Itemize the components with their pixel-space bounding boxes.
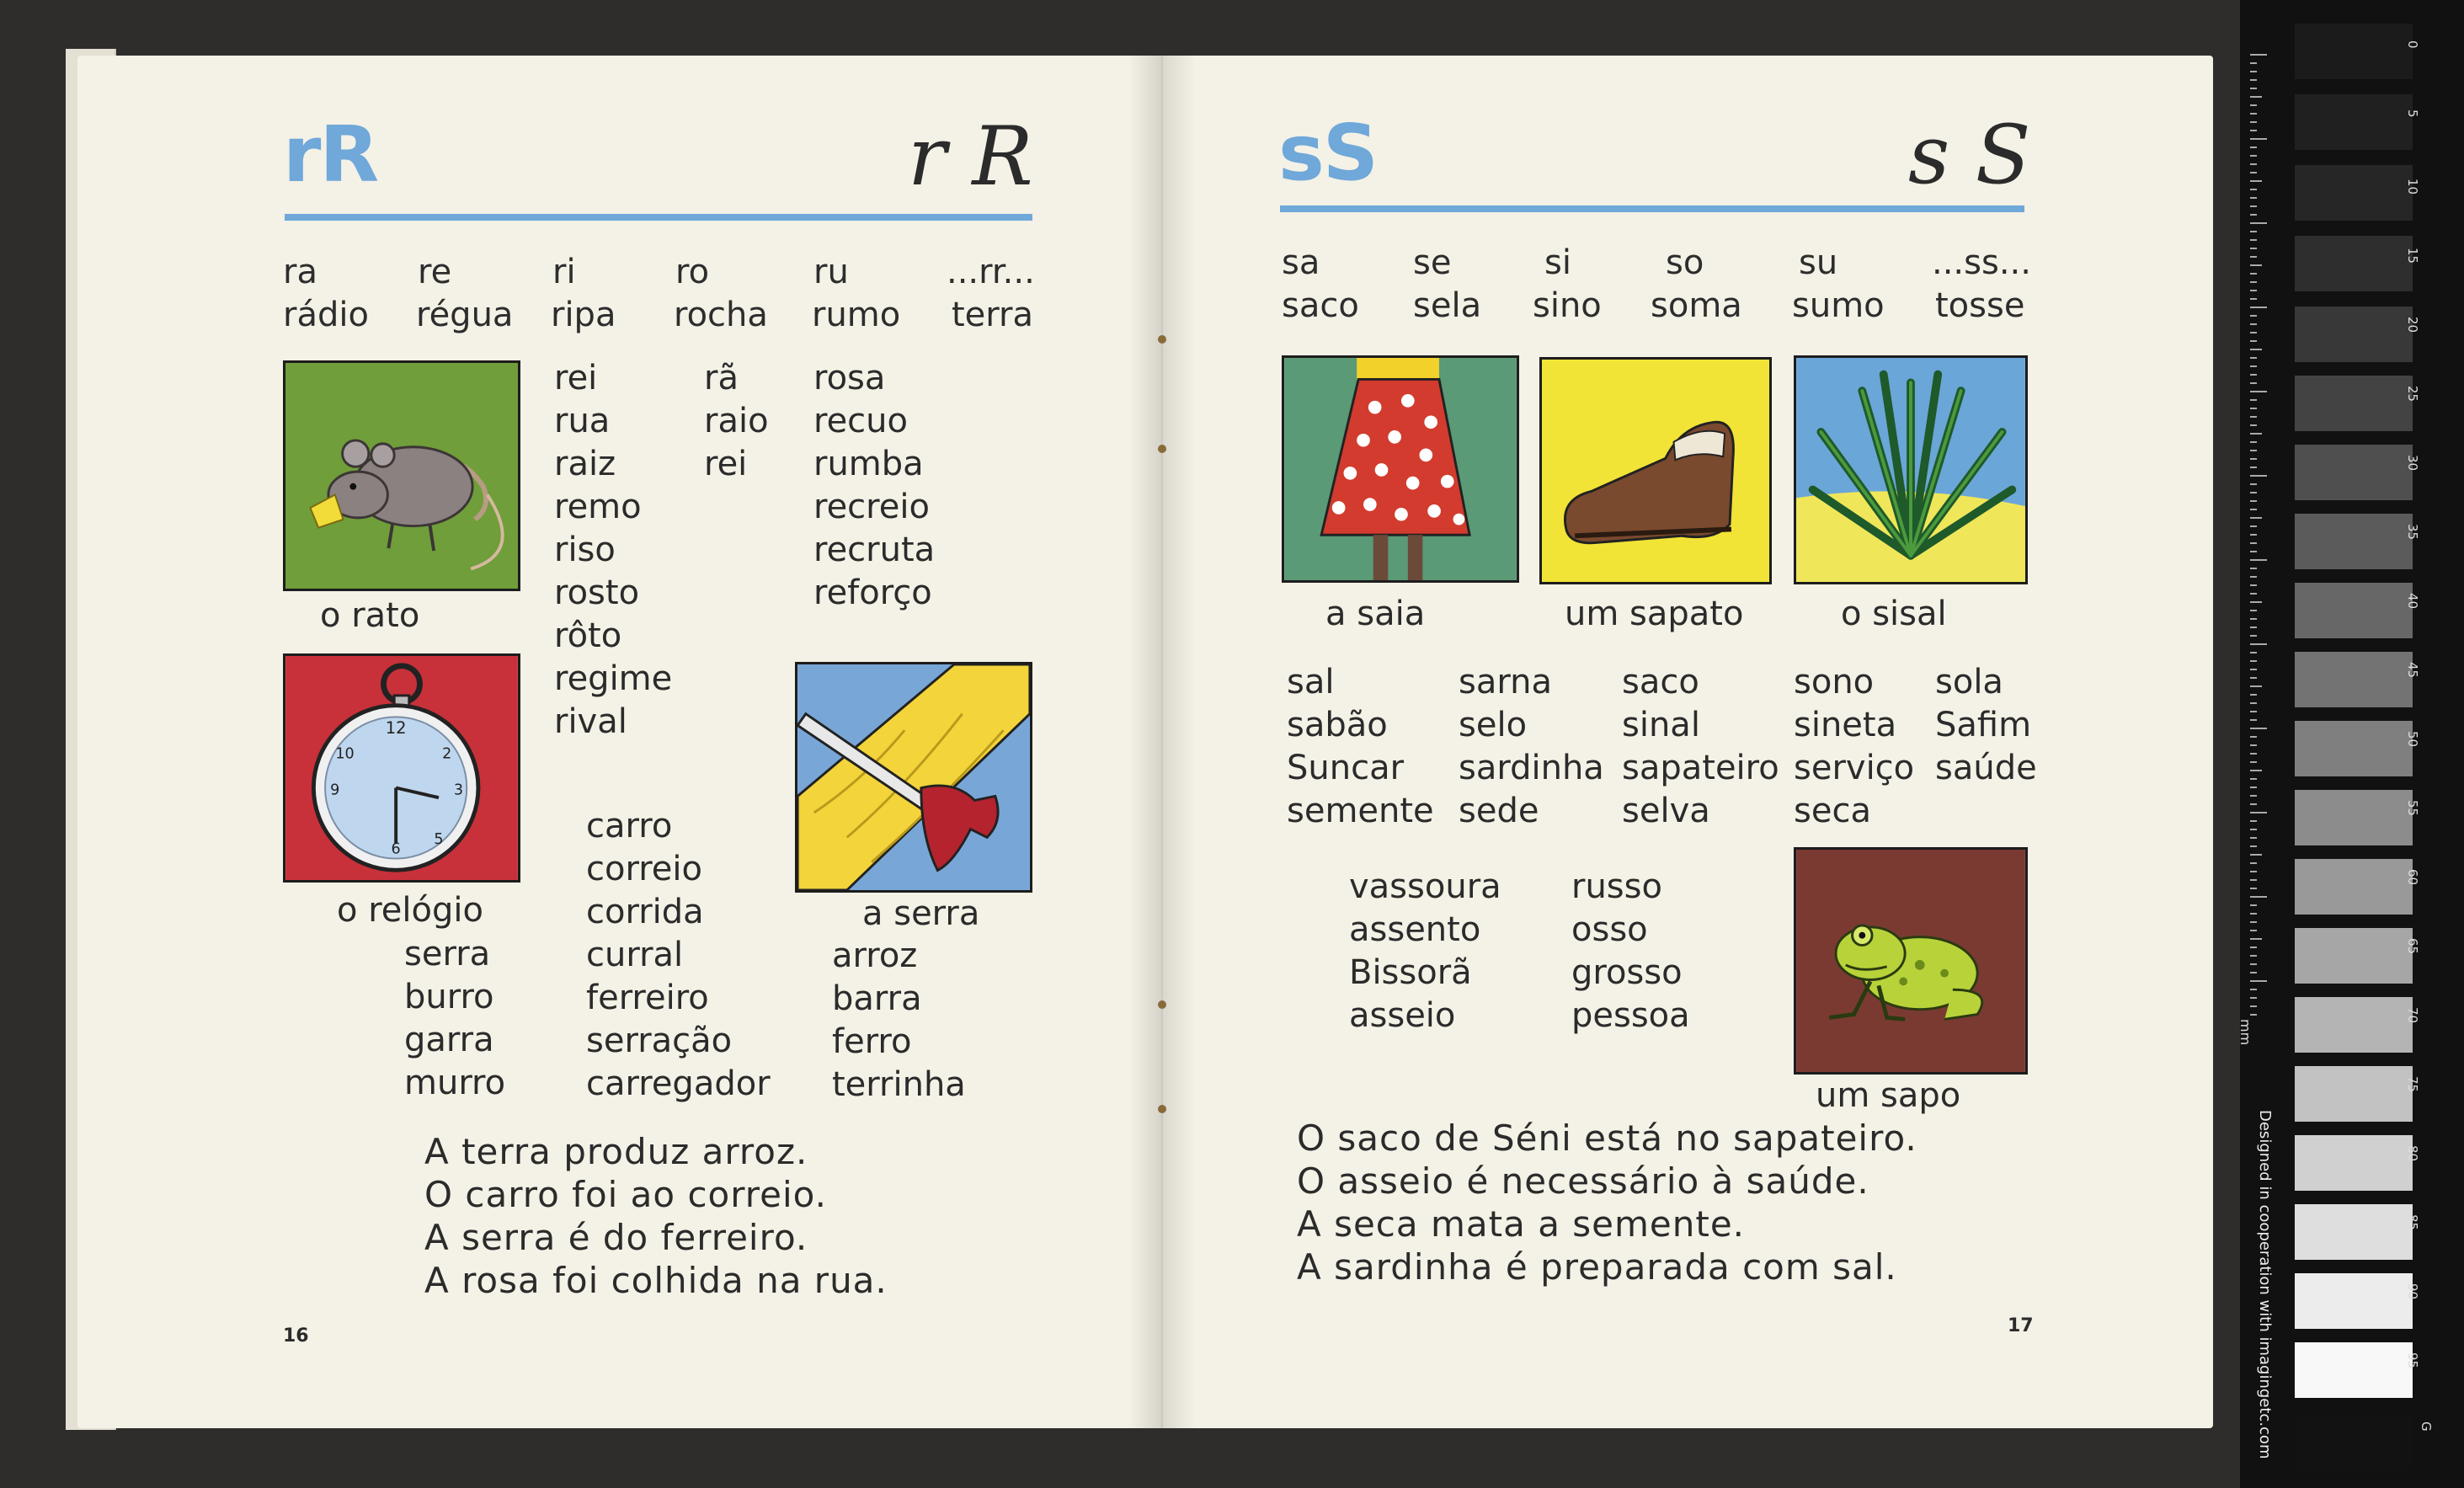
gray-patch — [2295, 1135, 2413, 1191]
syllable-word: ripa — [551, 296, 616, 334]
word: saúde — [1935, 749, 2037, 787]
gray-patch — [2295, 997, 2413, 1053]
scale-number: 60 — [2405, 869, 2420, 886]
caption-serra: a serra — [862, 894, 980, 933]
card-end-label: G — [2419, 1421, 2434, 1432]
word: Suncar — [1287, 749, 1405, 787]
sentence: A terra produz arroz. — [424, 1131, 808, 1172]
card-credit: Designed in cooperation with imagingetc.com — [2256, 1110, 2274, 1459]
word: regime — [554, 659, 673, 698]
word: sardinha — [1459, 749, 1604, 787]
syllable: re — [418, 253, 452, 291]
syllable-word: régua — [416, 296, 514, 334]
word: assento — [1349, 910, 1481, 949]
page-number: 16 — [283, 1325, 309, 1347]
gray-patch — [2295, 1066, 2413, 1122]
caption-sapato: um sapato — [1565, 595, 1744, 633]
word: seca — [1794, 792, 1871, 830]
svg-text:2: 2 — [442, 745, 452, 763]
scale-number: 70 — [2405, 1007, 2420, 1024]
page-number: 17 — [2008, 1315, 2034, 1336]
word: Safim — [1935, 706, 2032, 744]
gray-patch — [2295, 652, 2413, 707]
word: sinal — [1622, 706, 1700, 744]
scale-number: 35 — [2405, 524, 2420, 541]
gray-patch — [2295, 859, 2413, 915]
scale-number: 80 — [2405, 1145, 2420, 1162]
gray-patch — [2295, 928, 2413, 984]
scale-number: 10 — [2405, 179, 2420, 195]
word-column — [554, 357, 672, 744]
syllable-word: terra — [952, 296, 1033, 334]
pocket-watch-illustration — [283, 653, 520, 883]
word: curral — [586, 936, 684, 974]
sentence: O asseio é necessário à saúde. — [1297, 1160, 1869, 1202]
heading-script-rR: r R — [908, 109, 1033, 204]
word: carregador — [586, 1064, 771, 1103]
gray-patch — [2295, 1342, 2413, 1398]
syllable: ro — [675, 253, 710, 291]
caption-sapo: um sapo — [1816, 1076, 1961, 1115]
scale-number: 40 — [2405, 593, 2420, 610]
sentence: O saco de Séni está no sapateiro. — [1297, 1117, 1917, 1159]
word: rosa — [813, 359, 886, 397]
sentence: A serra é do ferreiro. — [424, 1217, 808, 1258]
word: Bissorã — [1349, 953, 1472, 992]
syllable: ra — [283, 253, 317, 291]
gray-patch — [2295, 445, 2413, 500]
gray-patch — [2295, 1273, 2413, 1329]
syllable: ri — [552, 253, 576, 291]
scale-number: 5 — [2405, 109, 2420, 118]
syllable-word: soma — [1651, 286, 1742, 325]
syllable: su — [1799, 243, 1838, 282]
sentence: O carro foi ao correio. — [424, 1174, 827, 1215]
word-column — [1287, 661, 1434, 833]
word: sabão — [1287, 706, 1388, 744]
word-column — [586, 805, 771, 1106]
word: grosso — [1571, 953, 1683, 992]
word: recruta — [813, 531, 936, 569]
sentence-block — [1297, 1117, 1917, 1288]
syllable-word: sino — [1533, 286, 1602, 325]
gray-patch — [2295, 307, 2413, 362]
gray-patch — [2295, 583, 2413, 638]
word: raiz — [554, 445, 616, 483]
scale-number: 85 — [2405, 1214, 2420, 1231]
word: rua — [554, 402, 611, 440]
word: sono — [1794, 663, 1875, 701]
scale-number: 25 — [2405, 386, 2420, 403]
word: serração — [586, 1021, 733, 1060]
syllable: ru — [813, 253, 849, 291]
syllable-word: rádio — [283, 296, 369, 334]
word: remo — [554, 488, 642, 526]
gray-patch — [2295, 1204, 2413, 1260]
scale-number: 50 — [2405, 731, 2420, 748]
word: rei — [704, 445, 748, 483]
word-column — [813, 357, 935, 615]
word: garra — [404, 1021, 494, 1059]
heading-script-sS: s S — [1908, 108, 2031, 202]
caption-rato: o rato — [320, 596, 420, 635]
scale-number: 55 — [2405, 800, 2420, 817]
syllable-word: rumo — [812, 296, 901, 334]
ruler-unit: mm — [2237, 1019, 2253, 1046]
scale-number: 20 — [2405, 317, 2420, 333]
word: rã — [704, 359, 739, 397]
word: rôto — [554, 616, 622, 655]
staple — [1158, 335, 1166, 344]
word: rei — [554, 359, 598, 397]
gray-patch — [2295, 165, 2413, 221]
scale-number: 95 — [2405, 1352, 2420, 1369]
word-column — [704, 357, 769, 486]
heading-rule — [1280, 205, 2024, 212]
scale-number: 30 — [2405, 455, 2420, 472]
word: terrinha — [832, 1065, 966, 1104]
word: semente — [1287, 792, 1434, 830]
word: rosto — [554, 573, 640, 612]
word: raio — [704, 402, 769, 440]
gray-patch — [2295, 790, 2413, 845]
word: ferreiro — [586, 979, 709, 1017]
word: rival — [554, 702, 627, 741]
word: vassoura — [1349, 867, 1501, 906]
staple — [1158, 1000, 1166, 1009]
word: recuo — [813, 402, 908, 440]
book-gutter — [1128, 56, 1196, 1428]
word: correio — [586, 850, 702, 888]
svg-text:9: 9 — [330, 781, 340, 799]
word: sal — [1287, 663, 1335, 701]
sentence: A sardinha é preparada com sal. — [1297, 1246, 1897, 1288]
word: reforço — [813, 573, 932, 612]
frog-illustration — [1794, 847, 2028, 1075]
mm-ruler — [2250, 51, 2267, 1019]
word: murro — [404, 1064, 506, 1102]
syllable-word: saco — [1282, 286, 1359, 325]
syllable-word: tosse — [1935, 286, 2025, 325]
skirt-illustration — [1282, 355, 1519, 583]
word: russo — [1571, 867, 1662, 906]
word-column — [832, 935, 966, 1107]
scale-number: 75 — [2405, 1076, 2420, 1093]
word-column — [1935, 661, 2037, 790]
word: sede — [1459, 792, 1539, 830]
svg-text:5: 5 — [434, 830, 444, 848]
sisal-illustration — [1794, 355, 2028, 584]
syllable: si — [1544, 243, 1571, 282]
word-column — [1349, 866, 1501, 1037]
syllable: sa — [1282, 243, 1320, 282]
svg-text:10: 10 — [335, 745, 355, 763]
word: riso — [554, 531, 616, 569]
gray-patch — [2295, 94, 2413, 150]
gray-patch — [2295, 514, 2413, 569]
word: selva — [1622, 792, 1710, 830]
shoe-illustration — [1539, 357, 1772, 584]
word-column — [1459, 661, 1604, 833]
svg-text:6: 6 — [391, 840, 401, 858]
syllable: se — [1413, 243, 1452, 282]
word: rumba — [813, 445, 924, 483]
sentence-block — [424, 1130, 888, 1302]
sentence: A seca mata a semente. — [1297, 1203, 1746, 1245]
word: osso — [1571, 910, 1648, 949]
gray-patch — [2295, 24, 2413, 79]
word: barra — [832, 979, 922, 1018]
word: selo — [1459, 706, 1528, 744]
sentence: A rosa foi colhida na rua. — [424, 1260, 888, 1301]
syllable-word: sela — [1413, 286, 1482, 325]
scale-number: 0 — [2405, 40, 2420, 49]
word: sapateiro — [1622, 749, 1779, 787]
gray-patch — [2295, 236, 2413, 291]
word: carro — [586, 807, 673, 845]
scale-number: 90 — [2405, 1283, 2420, 1300]
syllable-word: sumo — [1792, 286, 1885, 325]
staple — [1158, 445, 1166, 453]
staple — [1158, 1105, 1166, 1113]
scale-number: 45 — [2405, 662, 2420, 679]
word: arroz — [832, 936, 918, 975]
scale-number: 65 — [2405, 938, 2420, 955]
syllable: ...rr... — [947, 253, 1035, 291]
gray-patch — [2295, 376, 2413, 431]
word: pessoa — [1571, 996, 1690, 1035]
svg-text:12: 12 — [385, 717, 407, 738]
svg-text:3: 3 — [453, 781, 464, 799]
heading-print-rR: rR — [283, 109, 378, 200]
word: serra — [404, 935, 491, 973]
caption-relogio: o relógio — [337, 891, 483, 930]
word-column — [1794, 661, 1914, 833]
rat-illustration — [283, 360, 520, 591]
word: saco — [1622, 663, 1699, 701]
syllable: ...ss... — [1932, 243, 2031, 282]
saw-illustration — [795, 662, 1032, 893]
heading-print-sS: sS — [1278, 108, 1378, 198]
syllable: so — [1666, 243, 1704, 282]
word: recreio — [813, 488, 930, 526]
word: serviço — [1794, 749, 1915, 787]
word: corrida — [586, 893, 704, 931]
caption-saia: a saia — [1325, 595, 1426, 633]
gray-patch — [2295, 721, 2413, 776]
syllable-word: rocha — [674, 296, 768, 334]
word: ferro — [832, 1022, 912, 1061]
word-column — [404, 933, 505, 1105]
gray-patch — [2295, 1415, 2413, 1470]
word: sola — [1935, 663, 2003, 701]
word: burro — [404, 978, 494, 1016]
word: asseio — [1349, 996, 1456, 1035]
word: sineta — [1794, 706, 1897, 744]
word-column — [1622, 661, 1779, 833]
caption-sisal: o sisal — [1841, 595, 1947, 633]
scale-number: 15 — [2405, 248, 2420, 264]
word-column — [1571, 866, 1690, 1037]
heading-rule — [285, 214, 1032, 221]
word: sarna — [1459, 663, 1552, 701]
